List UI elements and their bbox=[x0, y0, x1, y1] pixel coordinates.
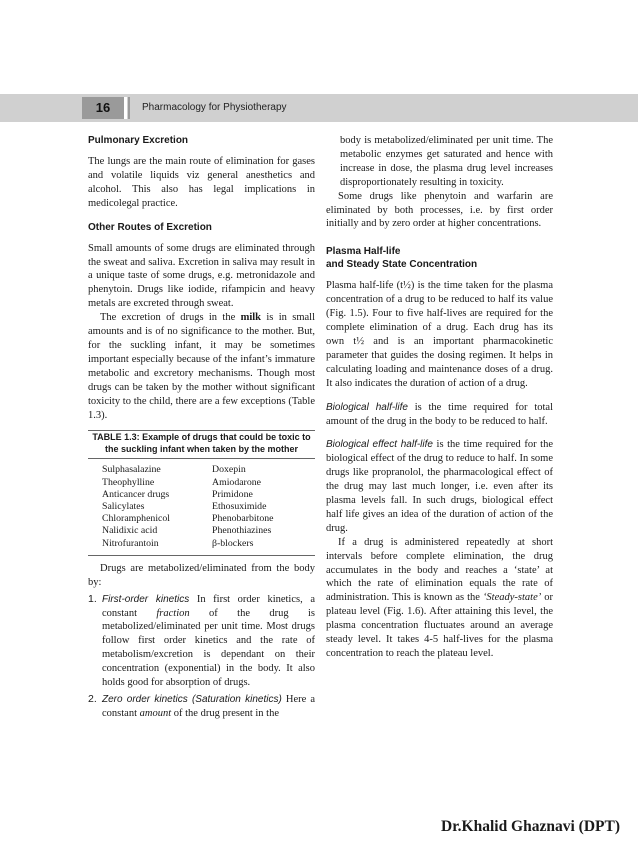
effect-half-life-def: is the time required for the biological effect of the drug to reduce to half. In some drugs like propranolol, the pharmacological effect of the drug may last much longer, i.e. even after its plasma levels fall. In such drugs, biological effect half life gives an idea of the duration of action of the drug. bbox=[326, 439, 553, 534]
heading-line-2: and Steady State Concentration bbox=[326, 259, 478, 271]
half-life-text: Plasma half-life (t½) is the time taken for the plasma concentration of a drug to be reduced to half its value (Fig. 1.5). Four to five half-lives are required for the complete elimination of a drug. Each drug has its own t½ and is an important pharmacokinetic parameter that guides the dosing regimen. It helps in calculating loading and maintenance doses of a drug. It also indicates the duration of action of a drug. bbox=[326, 280, 553, 389]
amount-word: amount bbox=[139, 707, 172, 719]
pulmonary-excretion-text: The lungs are the main route of elimination for gases and volatile liquids viz general anesthetics and alcohol. This also has legal implications in medicolegal practice. bbox=[88, 156, 315, 209]
table-row bbox=[102, 513, 274, 525]
effect-half-life-text bbox=[326, 438, 553, 535]
page-number: 16 bbox=[82, 97, 124, 119]
fraction-word: fraction bbox=[156, 607, 190, 619]
milk-pre: The excretion of drugs in the bbox=[100, 312, 241, 324]
list-item-zero-order bbox=[88, 693, 315, 721]
pulmonary-excretion-heading: Pulmonary Excretion bbox=[88, 135, 189, 146]
book-title: Pharmacology for Physiotherapy bbox=[142, 102, 287, 113]
table-cell: Anticancer drugs bbox=[102, 488, 170, 500]
list-number: 1. bbox=[88, 592, 97, 605]
table-cell: β-blockers bbox=[212, 537, 254, 549]
phenytoin-text: Some drugs like phenytoin and warfarin are eliminated by both processes, i.e. by first order initially and by zero order at higher concentrations. bbox=[326, 190, 553, 230]
table-cell: Theophylline bbox=[102, 476, 155, 488]
zero-order-text-a: Here a constant bbox=[102, 693, 315, 719]
steady-state-b: or plateau level (Fig. 1.6). After attaining this level, the plasma concentration fluctuates around an average steady level. It takes 4-5 half-lives for the plasma concentration to reach the plateau level. bbox=[326, 592, 553, 659]
author-signature: Dr.Khalid Ghaznavi (DPT) bbox=[441, 818, 620, 835]
first-order-term: First-order kinetics bbox=[102, 593, 190, 605]
biological-half-life-def: is the time required for total amount of the drug in the body to be reduced to half. bbox=[326, 401, 553, 427]
steady-state-a: If a drug is administered repeatedly at short intervals before complete elimination, the drug accumulates in the body and reaches a ‘state’ at which the rate of elimination equals the rate of administration. This is known as the bbox=[326, 536, 553, 604]
zero-order-text-b: of the drug present in the bbox=[171, 707, 280, 719]
other-routes-heading: Other Routes of Excretion bbox=[88, 221, 212, 233]
biological-half-life-term: Biological half-life bbox=[326, 401, 408, 413]
zero-order-continuation: body is metabolized/eliminated per unit time. The metabolic enzymes get saturated and hence with increase in dose, the plasma drug level increases disproportionately resulting in toxicity. bbox=[340, 135, 553, 188]
header-divider bbox=[124, 97, 127, 119]
steady-state-term: ‘Steady-state’ bbox=[482, 592, 542, 604]
zero-order-term: Zero order kinetics (Saturation kinetics) bbox=[102, 693, 282, 705]
table-row bbox=[102, 489, 274, 501]
list-number: 2. bbox=[88, 692, 97, 705]
table-cell: Nalidixic acid bbox=[102, 525, 158, 537]
plasma-half-life-heading bbox=[326, 245, 553, 271]
table-cell: Chloramphenicol bbox=[102, 513, 171, 525]
table-row bbox=[102, 501, 274, 513]
table-cell: Doxepin bbox=[212, 464, 246, 476]
milk-word: milk bbox=[240, 312, 262, 324]
biological-half-life-text bbox=[326, 401, 553, 429]
table-caption: TABLE 1.3: Example of drugs that could be toxic to the suckling infant when taken by the mother bbox=[88, 431, 315, 459]
table-row bbox=[102, 477, 274, 489]
milk-post: is in small amounts and is of no significance to the mother. But, for the suckling infant, it may be sometimes important especially because of the infant’s immature metabolic and excretory mechanisms. Though most drugs can be taken by the mother without significant toxicity to the child, there are a few exceptions (Table 1.3). bbox=[88, 312, 315, 421]
table-cell: Sulphasalazine bbox=[102, 464, 161, 476]
table-row bbox=[102, 464, 274, 476]
drug-toxicity-table bbox=[88, 430, 315, 555]
table-cell: Phenothiazines bbox=[212, 525, 272, 537]
right-column bbox=[326, 134, 553, 661]
heading-line-1: Plasma Half-life bbox=[326, 246, 401, 258]
first-order-text-a: In first order kinetics, a constant bbox=[102, 593, 315, 619]
first-order-text-b: of the drug is metabolized/eliminated per unit time. Most drugs follow first order kinetics and the rate of metabolism/excretion is dependant on their concentration (exponential) in the body. It also holds good for absorption of drugs. bbox=[102, 607, 316, 689]
table-body bbox=[102, 464, 274, 549]
table-cell: Salicylates bbox=[102, 501, 145, 513]
table-cell: Ethosuximide bbox=[212, 501, 267, 513]
steady-state-text bbox=[326, 536, 553, 661]
milk-excretion-text bbox=[88, 311, 315, 422]
effect-half-life-term: Biological effect half-life bbox=[326, 439, 433, 451]
table-row bbox=[102, 538, 274, 550]
table-cell: Nitrofurantoin bbox=[102, 537, 159, 549]
metabolism-intro: Drugs are metabolized/eliminated from the body by: bbox=[88, 562, 315, 588]
list-item-first-order bbox=[88, 593, 315, 690]
table-cell: Primidone bbox=[212, 488, 253, 500]
other-routes-text: Small amounts of some drugs are eliminated through the sweat and saliva. Excretion in saliva may result in a unique taste of some drugs, e.g. metronidazole and phenytoin. Drugs like iodide, rifampicin and heavy metals are excreted through sweat. bbox=[88, 242, 315, 310]
table-row bbox=[102, 525, 274, 537]
header-divider-2 bbox=[128, 97, 130, 119]
table-cell: Amiodarone bbox=[212, 476, 261, 488]
table-cell: Phenobarbitone bbox=[212, 513, 274, 525]
left-column bbox=[88, 134, 315, 721]
